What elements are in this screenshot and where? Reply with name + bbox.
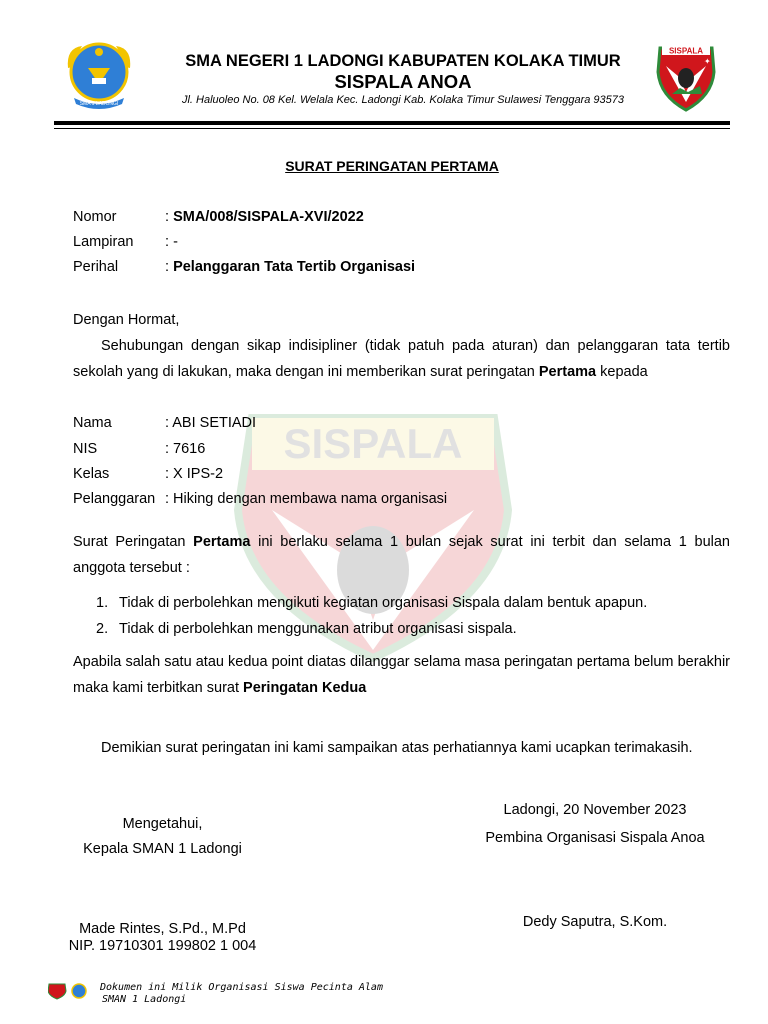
intro-paragraph: Sehubungan dengan sikap indisipliner (tidak patuh pada aturan) dan pelanggaran tata tertib sekolah yang di lakukan, maka dengan ini memberikan surat peringatan Pertama kepada	[73, 338, 730, 380]
sign-left-position: Kepala SMAN 1 Ladongi	[83, 841, 242, 857]
footer-line-2: SMAN 1 Ladongi	[102, 994, 187, 1005]
validity-paragraph: Surat Peringatan Pertama ini berlaku selama 1 bulan sejak surat ini terbit dan selama 1 bulan anggota tersebut :	[73, 534, 730, 576]
school-logo-icon	[62, 38, 136, 110]
svg-text:✦: ✦	[704, 57, 711, 66]
student-value-nis: : 7616	[165, 441, 206, 457]
student-label-nis: NIS	[73, 441, 98, 457]
school-name: SMA NEGERI 1 LADONGI KABUPATEN KOLAKA TIMUR	[185, 52, 621, 70]
header-divider-thick	[54, 121, 730, 125]
sispala-logo-icon	[656, 42, 716, 112]
letter-title: SURAT PERINGATAN PERTAMA	[285, 158, 499, 174]
meta-value-nomor: : SMA/008/SISPALA-XVI/2022	[165, 209, 364, 225]
meta-label-lampiran: Lampiran	[73, 234, 134, 250]
footer-logos-icon	[48, 982, 92, 1000]
greeting: Dengan Hormat,	[73, 312, 180, 328]
rule-number: 1.	[96, 595, 109, 611]
sign-left-nip: NIP. 19710301 199802 1 004	[68, 938, 257, 954]
sign-left-name: Made Rintes, S.Pd., M.Pd	[79, 921, 246, 937]
sign-right-name: Dedy Saputra, S.Kom.	[522, 914, 668, 930]
org-name: SISPALA ANOA	[334, 71, 472, 92]
meta-value-perihal: : Pelanggaran Tata Tertib Organisasi	[165, 259, 416, 275]
rule-text: Tidak di perbolehkan menggunakan atribut organisasi sispala.	[119, 621, 517, 637]
student-label-pelanggaran: Pelanggaran	[73, 491, 156, 507]
header-divider-thin	[54, 128, 730, 129]
footer-note	[100, 982, 383, 1006]
rule-text: Tidak di perbolehkan mengikuti kegiatan organisasi Sispala dalam bentuk apapun.	[119, 595, 648, 611]
warning-paragraph: Apabila salah satu atau kedua point diatas dilanggar selama masa peringatan pertama belum berakhir maka kami terbitkan surat Peringatan Kedua	[73, 654, 730, 696]
watermark-label: SISPALA	[283, 420, 463, 467]
meta-value-lampiran: : -	[165, 234, 178, 250]
student-label-kelas: Kelas	[73, 466, 110, 482]
closing-paragraph: Demikian surat peringatan ini kami sampaikan atas perhatiannya kami ucapkan terimakasih.	[101, 740, 693, 756]
student-value-nama: : ABI SETIADI	[165, 415, 257, 431]
student-value-pelanggaran: : Hiking dengan membawa nama organisasi	[165, 491, 448, 507]
student-value-kelas: : X IPS-2	[165, 466, 224, 482]
sign-left-acknowledge: Mengetahui,	[122, 816, 203, 832]
rule-number: 2.	[96, 621, 109, 637]
footer-line-1: Dokumen ini Milik Organisasi Siswa Pecinta Alam	[100, 982, 383, 993]
sispala-logo-label: SISPALA	[668, 46, 704, 56]
meta-label-nomor: Nomor	[73, 209, 117, 225]
school-logo-label: SMA 1 LADONGI	[79, 101, 119, 107]
sign-right-date: Ladongi, 20 November 2023	[503, 802, 687, 818]
school-address: Jl. Haluoleo No. 08 Kel. Welala Kec. Ladongi Kab. Kolaka Timur Sulawesi Tenggara 93573	[181, 94, 624, 106]
sign-right-position: Pembina Organisasi Sispala Anoa	[485, 830, 705, 846]
meta-label-perihal: Perihal	[73, 259, 119, 275]
student-label-nama: Nama	[73, 415, 112, 431]
